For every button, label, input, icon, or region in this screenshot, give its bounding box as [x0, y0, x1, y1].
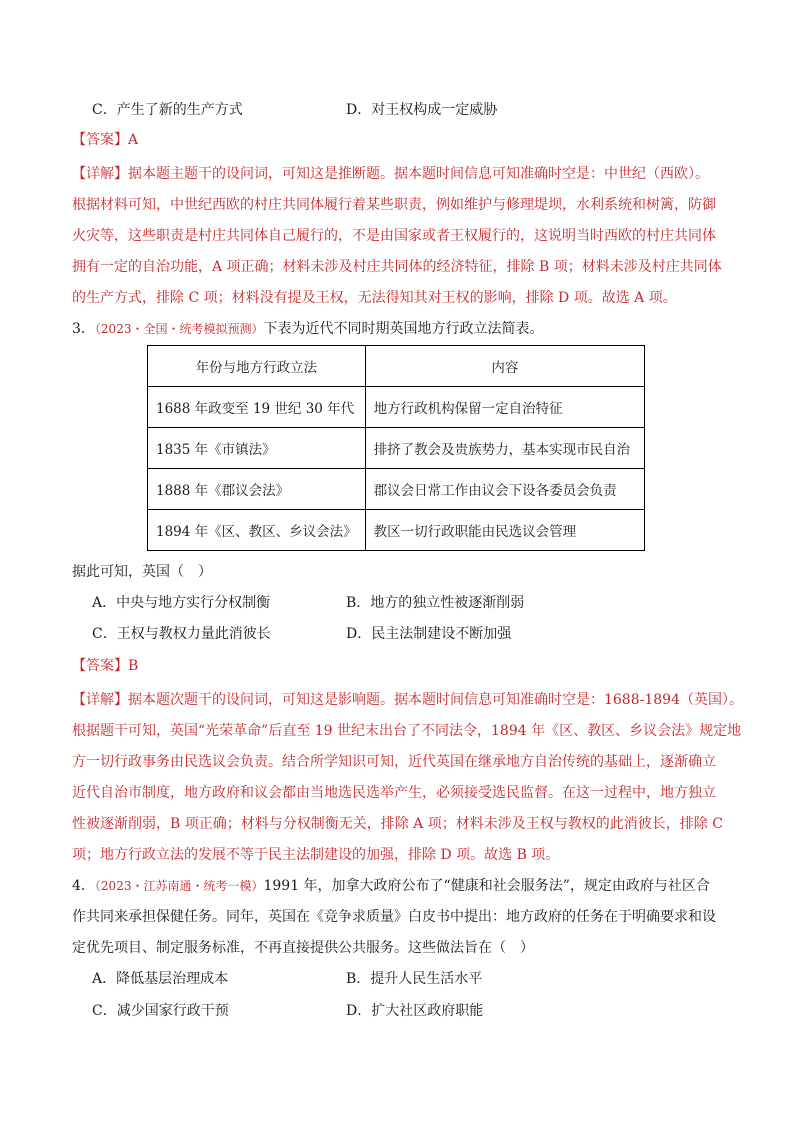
- q2-detail-line: 的生产方式，排除 C 项；材料没有提及王权，无法得知其对王权的影响，排除 D 项。故选 A 项。: [72, 290, 677, 306]
- q3-answer: [72, 656, 732, 676]
- table-header-cell: 内容: [365, 346, 644, 387]
- q2-answer: [72, 130, 732, 150]
- question-text: 1991 年，加拿大政府公布了“健康和社会服务法”，规定由政府与社区合: [263, 878, 710, 894]
- answer-tag: 【答案】: [72, 132, 128, 148]
- q4-options-row-ab: [92, 969, 732, 989]
- q4-options-row-cd: [92, 1001, 732, 1021]
- table-cell: 1835 年《市镇法》: [148, 428, 366, 469]
- question-source: （2023・江苏南通・统考一模）: [94, 879, 264, 893]
- table-row: [148, 510, 645, 551]
- question-text: 下表为近代不同时期英国地方行政立法简表。: [263, 321, 544, 337]
- table-row: [148, 428, 645, 469]
- q3-option-b[interactable]: B．地方的独立性被逐渐削弱: [346, 595, 525, 611]
- q2-option-c[interactable]: C．产生了新的生产方式: [92, 102, 243, 118]
- table-cell: 1888 年《郡议会法》: [148, 469, 366, 510]
- q2-detail-line: 【详解】据本题主题干的设问词，可知这是推断题。据本题时间信息可知准确时空是：中世纪（西欧）。: [72, 166, 709, 182]
- answer-value: B: [128, 658, 139, 674]
- q3-detail-line: 近代自治市制度，地方政府和议会都由当地选民选举产生，必须接受选民监督。在这一过程中，地方独立: [72, 785, 716, 801]
- q3-question: 据此可知，英国（ ）: [72, 564, 212, 580]
- table-cell: 教区一切行政职能由民选议会管理: [365, 510, 644, 551]
- q2-option-d[interactable]: D．对王权构成一定威胁: [346, 102, 498, 118]
- q3-detail-line: 方一切行政事务由民选议会负责。结合所学知识可知，近代英国在继承地方自治传统的基础上，逐渐确立: [72, 754, 716, 770]
- table-cell: 排挤了教会及贵族势力，基本实现市民自治: [365, 428, 644, 469]
- q2-detail-line: 火灾等，这些职责是村庄共同体自己履行的，不是由国家或者王权履行的，这说明当时西欧的村庄共同体: [72, 228, 716, 244]
- q4-stem-line: 定优先项目、制定服务标准，不再直接提供公共服务。这些做法旨在（ ）: [72, 940, 534, 956]
- table-header-cell: 年份与地方行政立法: [148, 346, 366, 387]
- detail-tag: 【详解】: [72, 692, 128, 708]
- answer-value: A: [128, 132, 139, 148]
- q3-detail-line: 根据题干可知，英国“光荣革命”后直至 19 世纪末出台了不同法令，1894 年《区、教区、乡议会法》规定地: [72, 723, 742, 739]
- q3-option-a[interactable]: A．中央与地方实行分权制衡: [92, 595, 271, 611]
- q4-stem: [72, 876, 732, 896]
- question-source: （2023・全国・统考模拟预测）: [94, 322, 264, 336]
- table-cell: 1894 年《区、教区、乡议会法》: [148, 510, 366, 551]
- table-header-row: [148, 346, 645, 387]
- q3-option-c[interactable]: C．王权与教权力量此消彼长: [92, 626, 271, 642]
- q3-detail-line: 项；地方行政立法的发展不等于民主法制建设的加强，排除 D 项。故选 B 项。: [72, 847, 560, 863]
- q4-option-b[interactable]: B．提升人民生活水平: [346, 971, 483, 987]
- q4-option-d[interactable]: D．扩大社区政府职能: [346, 1003, 484, 1019]
- q3-option-d[interactable]: D．民主法制建设不断加强: [346, 626, 512, 642]
- table-row: [148, 469, 645, 510]
- q4-option-c[interactable]: C．减少国家行政干预: [92, 1003, 229, 1019]
- q3-detail-line: 性被逐渐削弱，B 项正确；材料与分权制衡无关，排除 A 项；材料未涉及王权与教权的此消彼长，排除 C: [72, 816, 723, 832]
- detail-tag: 【详解】: [72, 166, 128, 182]
- table-cell: 郡议会日常工作由议会下设各委员会负责: [365, 469, 644, 510]
- q3-options-row-cd: [92, 624, 732, 644]
- answer-tag: 【答案】: [72, 658, 128, 674]
- q2-options-row-cd: [92, 100, 732, 120]
- q3-stem: [72, 319, 732, 339]
- question-number: 4．: [72, 878, 95, 894]
- q4-option-a[interactable]: A．降低基层治理成本: [92, 971, 229, 987]
- q3-detail-line: 【详解】据本题次题干的设问词，可知这是影响题。据本题时间信息可知准确时空是：1688-1894（英国）。: [72, 692, 743, 708]
- table-cell: 地方行政机构保留一定自治特征: [365, 387, 644, 428]
- q2-detail-line: 拥有一定的自治功能，A 项正确；材料未涉及村庄共同体的经济特征，排除 B 项；材料未涉及村庄共同体: [72, 259, 722, 275]
- table-cell: 1688 年政变至 19 世纪 30 年代: [148, 387, 366, 428]
- q3-options-row-ab: [92, 593, 732, 613]
- question-number: 3．: [72, 321, 95, 337]
- table-row: [148, 387, 645, 428]
- q4-stem-line: 作共同来承担保健任务。同年，英国在《竞争求质量》白皮书中提出：地方政府的任务在于明确要求和设: [72, 909, 716, 925]
- q2-detail-line: 根据材料可知，中世纪西欧的村庄共同体履行着某些职责，例如维护与修理堤坝，水利系统和树篱，防御: [72, 197, 716, 213]
- legislation-table: [147, 345, 645, 551]
